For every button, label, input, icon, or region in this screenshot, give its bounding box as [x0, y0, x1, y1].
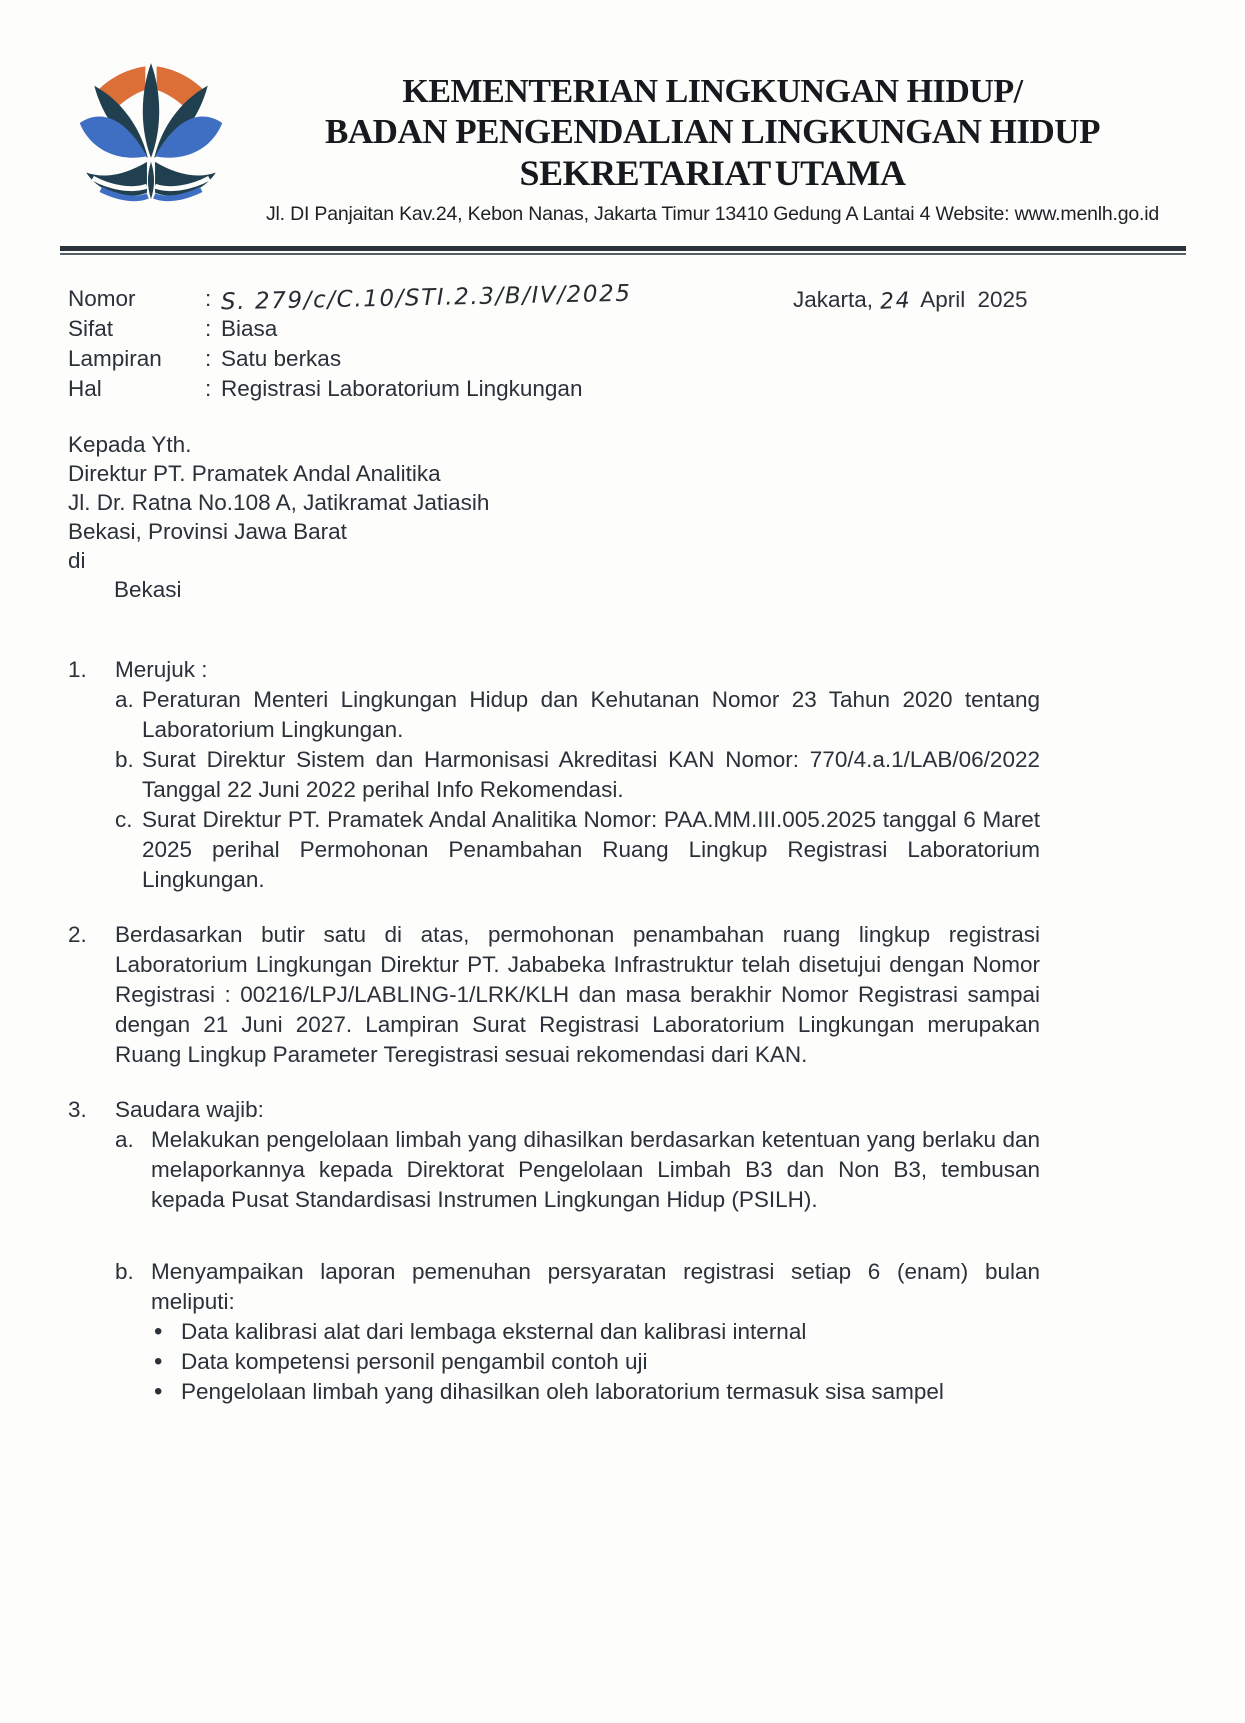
sub-item-text: Surat Direktur Sistem dan Harmonisasi Akreditasi KAN Nomor: 770/4.a.1/LAB/06/2022 Tanggal 22 Juni 2022 perihal Info Rekomendasi. [142, 747, 1040, 802]
item-paragraph: Berdasarkan butir satu di atas, permohonan penambahan ruang lingkup registrasi Laboratorium Lingkungan Direktur PT. Jababeka Infrastruktur telah disetujui dengan Nomor Registrasi : 00216/LPJ/LABLING-1/LRK/KLH dan masa berakhir Nomor Registrasi sampai dengan 21 Juni 2027. Lampiran Surat Registrasi Laboratorium Lingkungan merupakan Ruang Lingkup Parameter Teregistrasi sesuai rekomendasi dari KAN. [115, 922, 1040, 1067]
body-item-2 [68, 920, 1040, 1070]
body-item-3 [68, 1095, 1040, 1407]
item-intro: Merujuk : [115, 657, 208, 682]
meta-separator: : [205, 376, 212, 401]
sub-item-text: Menyampaikan laporan pemenuhan persyaratan registrasi setiap 6 (enam) bulan meliputi: [151, 1259, 1040, 1314]
sub-item-label: c. [115, 807, 133, 832]
sub-item-label: a. [115, 1127, 134, 1152]
sub-item-3b [115, 1257, 1040, 1407]
meta-value: Biasa [221, 316, 278, 341]
bullet-icon: • [154, 1348, 163, 1375]
letterhead-divider [60, 246, 1186, 255]
sub-item-1b [115, 745, 1040, 805]
sub-item-1c [115, 805, 1040, 895]
letter-meta-block [68, 280, 632, 404]
org-name-line3: SEKRETARIAT UTAMA [519, 153, 906, 193]
meta-value: Registrasi Laboratorium Lingkungan [221, 376, 583, 401]
bullet-text: Pengelolaan limbah yang dihasilkan oleh laboratorium termasuk sisa sampel [181, 1379, 944, 1404]
recipient-city: Bekasi [114, 577, 182, 602]
sub-item-3a [115, 1125, 1040, 1215]
recipient-line: Bekasi, Provinsi Jawa Barat [68, 519, 347, 544]
meta-separator: : [205, 346, 212, 371]
meta-label: Lampiran [68, 346, 162, 371]
item-intro: Saudara wajib: [115, 1097, 264, 1122]
meta-separator: : [205, 286, 212, 311]
letterhead-address: Jl. DI Panjaitan Kav.24, Kebon Nanas, Jakarta Timur 13410 Gedung A Lantai 4 Website: www.menlh.go.id [265, 203, 1160, 225]
recipient-line: di [68, 548, 86, 573]
sub-item-text: Surat Direktur PT. Pramatek Andal Analitika Nomor: PAA.MM.III.005.2025 tanggal 6 Maret 2025 perihal Permohonan Penambahan Ruang Lingkup Registrasi Laboratorium Lingkungan. [142, 807, 1040, 892]
org-name-line1: KEMENTERIAN LINGKUNGAN HIDUP/ [402, 73, 1023, 110]
item-number: 1. [68, 657, 87, 682]
date-day-handwritten: 24 [879, 288, 912, 315]
recipient-line: Direktur PT. Pramatek Andal Analitika [68, 461, 441, 486]
ministry-lotus-logo-icon [70, 50, 232, 222]
meta-row-hal [68, 374, 632, 404]
bullet-icon: • [154, 1378, 163, 1405]
item-number: 2. [68, 922, 87, 947]
body-item-1 [68, 655, 1040, 895]
date-month-year: April 2025 [920, 287, 1028, 312]
bullet-item [151, 1317, 1040, 1347]
recipient-line: Jl. Dr. Ratna No.108 A, Jatikramat Jatiasih [68, 490, 490, 515]
meta-label: Hal [68, 376, 102, 401]
meta-value: Satu berkas [221, 346, 342, 371]
meta-label: Nomor [68, 286, 136, 311]
letter-body [68, 655, 1040, 1407]
sub-item-text: Melakukan pengelolaan limbah yang dihasilkan berdasarkan ketentuan yang berlaku dan melaporkannya kepada Direktorat Pengelolaan Limbah B3 dan Non B3, tembusan kepada Pusat Standardisasi Instrumen Lingkungan Hidup (PSILH). [151, 1127, 1040, 1212]
bullet-icon: • [154, 1318, 163, 1345]
date-line [793, 287, 1028, 313]
bullet-item [151, 1347, 1040, 1377]
sub-item-label: b. [115, 1259, 134, 1284]
recipient-line: Kepada Yth. [68, 432, 192, 457]
recipient-block [68, 430, 489, 604]
bullet-text: Data kompetensi personil pengambil contoh uji [181, 1349, 648, 1374]
meta-row-lampiran [68, 344, 632, 374]
meta-separator: : [205, 316, 212, 341]
bullet-text: Data kalibrasi alat dari lembaga eksternal dan kalibrasi internal [181, 1319, 807, 1344]
sub-item-1a [115, 685, 1040, 745]
sub-item-text: Peraturan Menteri Lingkungan Hidup dan Kehutanan Nomor 23 Tahun 2020 tentang Laboratorium Lingkungan. [142, 687, 1040, 742]
date-city: Jakarta, [793, 287, 874, 312]
item-number: 3. [68, 1097, 87, 1122]
sub-item-label: b. [115, 747, 134, 772]
meta-value-handwritten: S. 279/c/C.10/STI.2.3/B/IV/2025 [220, 280, 632, 316]
bullet-item [151, 1377, 1040, 1407]
meta-label: Sifat [68, 316, 114, 341]
meta-row-nomor [68, 280, 632, 316]
org-name-line2: BADAN PENGENDALIAN LINGKUNGAN HIDUP [325, 112, 1100, 151]
meta-row-sifat [68, 314, 632, 344]
sub-item-label: a. [115, 687, 134, 712]
